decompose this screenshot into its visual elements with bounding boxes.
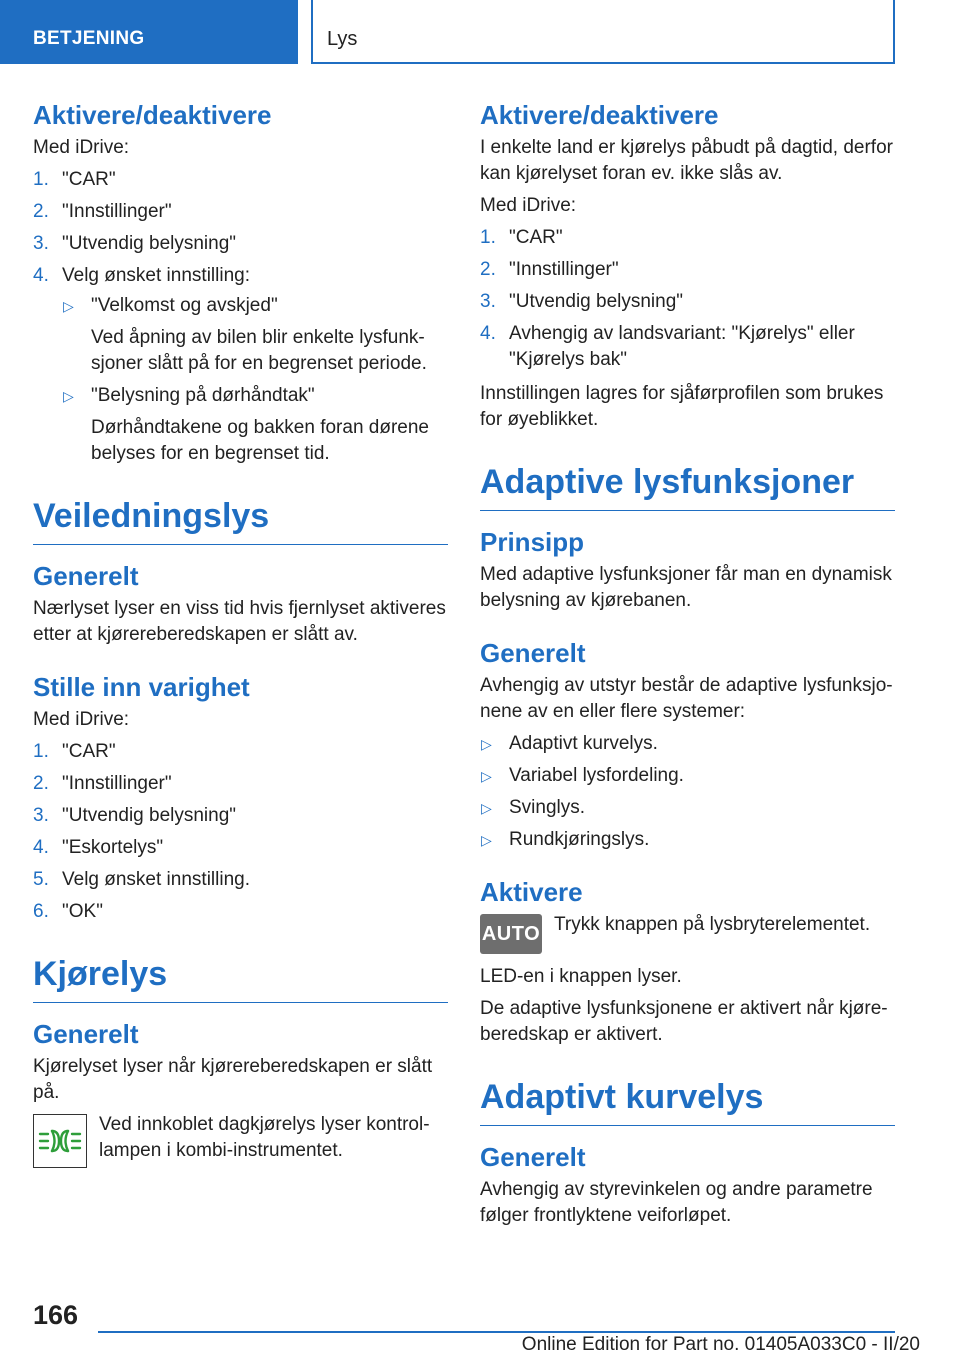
step-number: 1. [33,169,49,191]
regulation-text: I enkelte land er kjørelys påbudt på dagtid, derfor kan kjørelyset foran ev. ikke slås av. [480,137,893,185]
idrive-intro: Med iDrive: [480,195,577,217]
system-text: Rundkjøringslys. [509,829,650,851]
triangle-bullet-icon: ▷ [63,298,74,315]
heading-general: Generelt [33,560,139,591]
option-label: "Velkomst og avskjed" [91,295,278,317]
activation-text: De adaptive lysfunksjonene er aktivert når kjøre-beredskap er aktivert. [480,998,888,1046]
list-item [480,289,895,315]
list-item [33,739,448,765]
heading-activate-deactivate: Aktivere/deaktivere [480,100,719,130]
step-text: "Eskortelys" [62,837,164,859]
step-number: 3. [33,805,49,827]
list-item [480,795,895,821]
step-number: 4. [33,265,49,287]
list-item [480,225,895,251]
auto-button-text: Trykk knappen på lysbryterelementet. [554,914,871,936]
profile-note: Innstillingen lagres for sjåførprofilen som brukes for øyeblikket. [480,383,884,431]
triangle-bullet-icon: ▷ [63,388,74,405]
auto-button-icon: AUTO [480,914,542,954]
step-number: 4. [480,323,496,345]
options-list [62,293,448,467]
step-number: 3. [33,233,49,255]
heading-daytime-running-lights: Kjørelys [33,953,448,1003]
steps-list [33,167,448,467]
indicator-note-text: Ved innkoblet dagkjørelys lyser kontrol-lampen i kombi-instrumentet. [99,1113,430,1161]
list-item [480,257,895,283]
step-number: 1. [480,227,496,249]
list-item [33,199,448,225]
step-text: "CAR" [62,741,116,763]
step-number: 5. [33,869,49,891]
option-description: Dørhåndtakene og bakken foran dørene belyses for en begrenset tid. [91,417,429,465]
idrive-intro: Med iDrive: [33,709,130,731]
page-number: 166 [33,1300,79,1330]
step-number: 4. [33,837,49,859]
step-text: "CAR" [62,169,116,191]
list-item [480,827,895,853]
list-item [33,263,448,467]
step-text: "Utvendig belysning" [62,805,237,827]
triangle-bullet-icon: ▷ [481,800,492,817]
step-number: 6. [33,901,49,923]
indicator-note [33,1112,448,1170]
step-number: 1. [33,741,49,763]
auto-button-note [480,912,895,954]
daytime-lights-indicator-icon [33,1114,87,1168]
step-text: Avhengig av landsvariant: "Kjørelys" eller "Kjørelys bak" [509,323,855,371]
edition-note: Online Edition for Part no. 01405A033C0 - II/20 [521,1334,920,1355]
left-column [33,100,448,1180]
principle-text: Med adaptive lysfunksjoner får man en dynamisk belysning av kjørebanen. [480,563,892,611]
system-text: Adaptivt kurvelys. [509,733,658,755]
step-text: "CAR" [509,227,563,249]
heading-adaptive-light-functions: Adaptive lysfunksjoner [480,461,895,511]
list-item [480,321,895,373]
step-text: Velg ønsket innstilling: [62,265,250,287]
triangle-bullet-icon: ▷ [481,832,492,849]
list-item [33,803,448,829]
triangle-bullet-icon: ▷ [481,736,492,753]
chapter-header: Lys [311,0,895,64]
led-text: LED-en i knappen lyser. [480,966,682,988]
general-text: Kjørelyset lyser når kjørereberedskapen er slått på. [33,1055,433,1103]
systems-list [480,731,895,853]
heading-adaptive-curve-light: Adaptivt kurvelys [480,1076,895,1126]
step-number: 2. [33,201,49,223]
step-text: "Utvendig belysning" [509,291,684,313]
list-item [62,383,448,467]
step-number: 3. [480,291,496,313]
steps-list [33,739,448,925]
step-text: Velg ønsket innstilling. [62,869,250,891]
heading-activate-deactivate: Aktivere/deaktivere [33,100,272,130]
step-number: 2. [480,259,496,281]
heading-set-duration: Stille inn varighet [33,671,250,702]
list-item [62,293,448,377]
list-item [33,899,448,925]
heading-general: Generelt [480,637,586,668]
list-item [33,867,448,893]
step-text: "Innstillinger" [62,773,172,795]
heading-principle: Prinsipp [480,526,585,557]
section-tab: BETJENING [0,0,298,64]
footer-divider [98,1331,895,1333]
step-text: "Innstillinger" [62,201,172,223]
heading-activate: Aktivere [480,877,583,908]
heading-general: Generelt [33,1018,139,1049]
heading-guidance-light: Veiledningslys [33,495,448,545]
system-text: Variabel lysfordeling. [509,765,684,787]
general-text: Nærlyset lyser en viss tid hvis fjernlyset aktiveres etter at kjørereberedskapen er slått av. [33,597,446,645]
general-text: Avhengig av utstyr består de adaptive lysfunksjo-nene av en eller flere systemer: [480,675,893,723]
list-item [33,167,448,193]
step-text: "Utvendig belysning" [62,233,237,255]
list-item [480,763,895,789]
triangle-bullet-icon: ▷ [481,768,492,785]
list-item [33,771,448,797]
right-column [480,100,895,1235]
step-text: "OK" [62,901,103,923]
step-text: "Innstillinger" [509,259,619,281]
list-item [33,835,448,861]
list-item [33,231,448,257]
list-item [480,731,895,757]
steps-list [480,225,895,373]
step-number: 2. [33,773,49,795]
system-text: Svinglys. [509,797,586,819]
heading-general: Generelt [480,1141,586,1172]
option-description: Ved åpning av bilen blir enkelte lysfunk-sjoner slått på for en begrenset periode. [91,327,427,375]
general-text: Avhengig av styrevinkelen og andre parametre følger frontlyktene veiforløpet. [480,1178,873,1226]
option-label: "Belysning på dørhåndtak" [91,385,315,407]
idrive-intro: Med iDrive: [33,137,130,159]
